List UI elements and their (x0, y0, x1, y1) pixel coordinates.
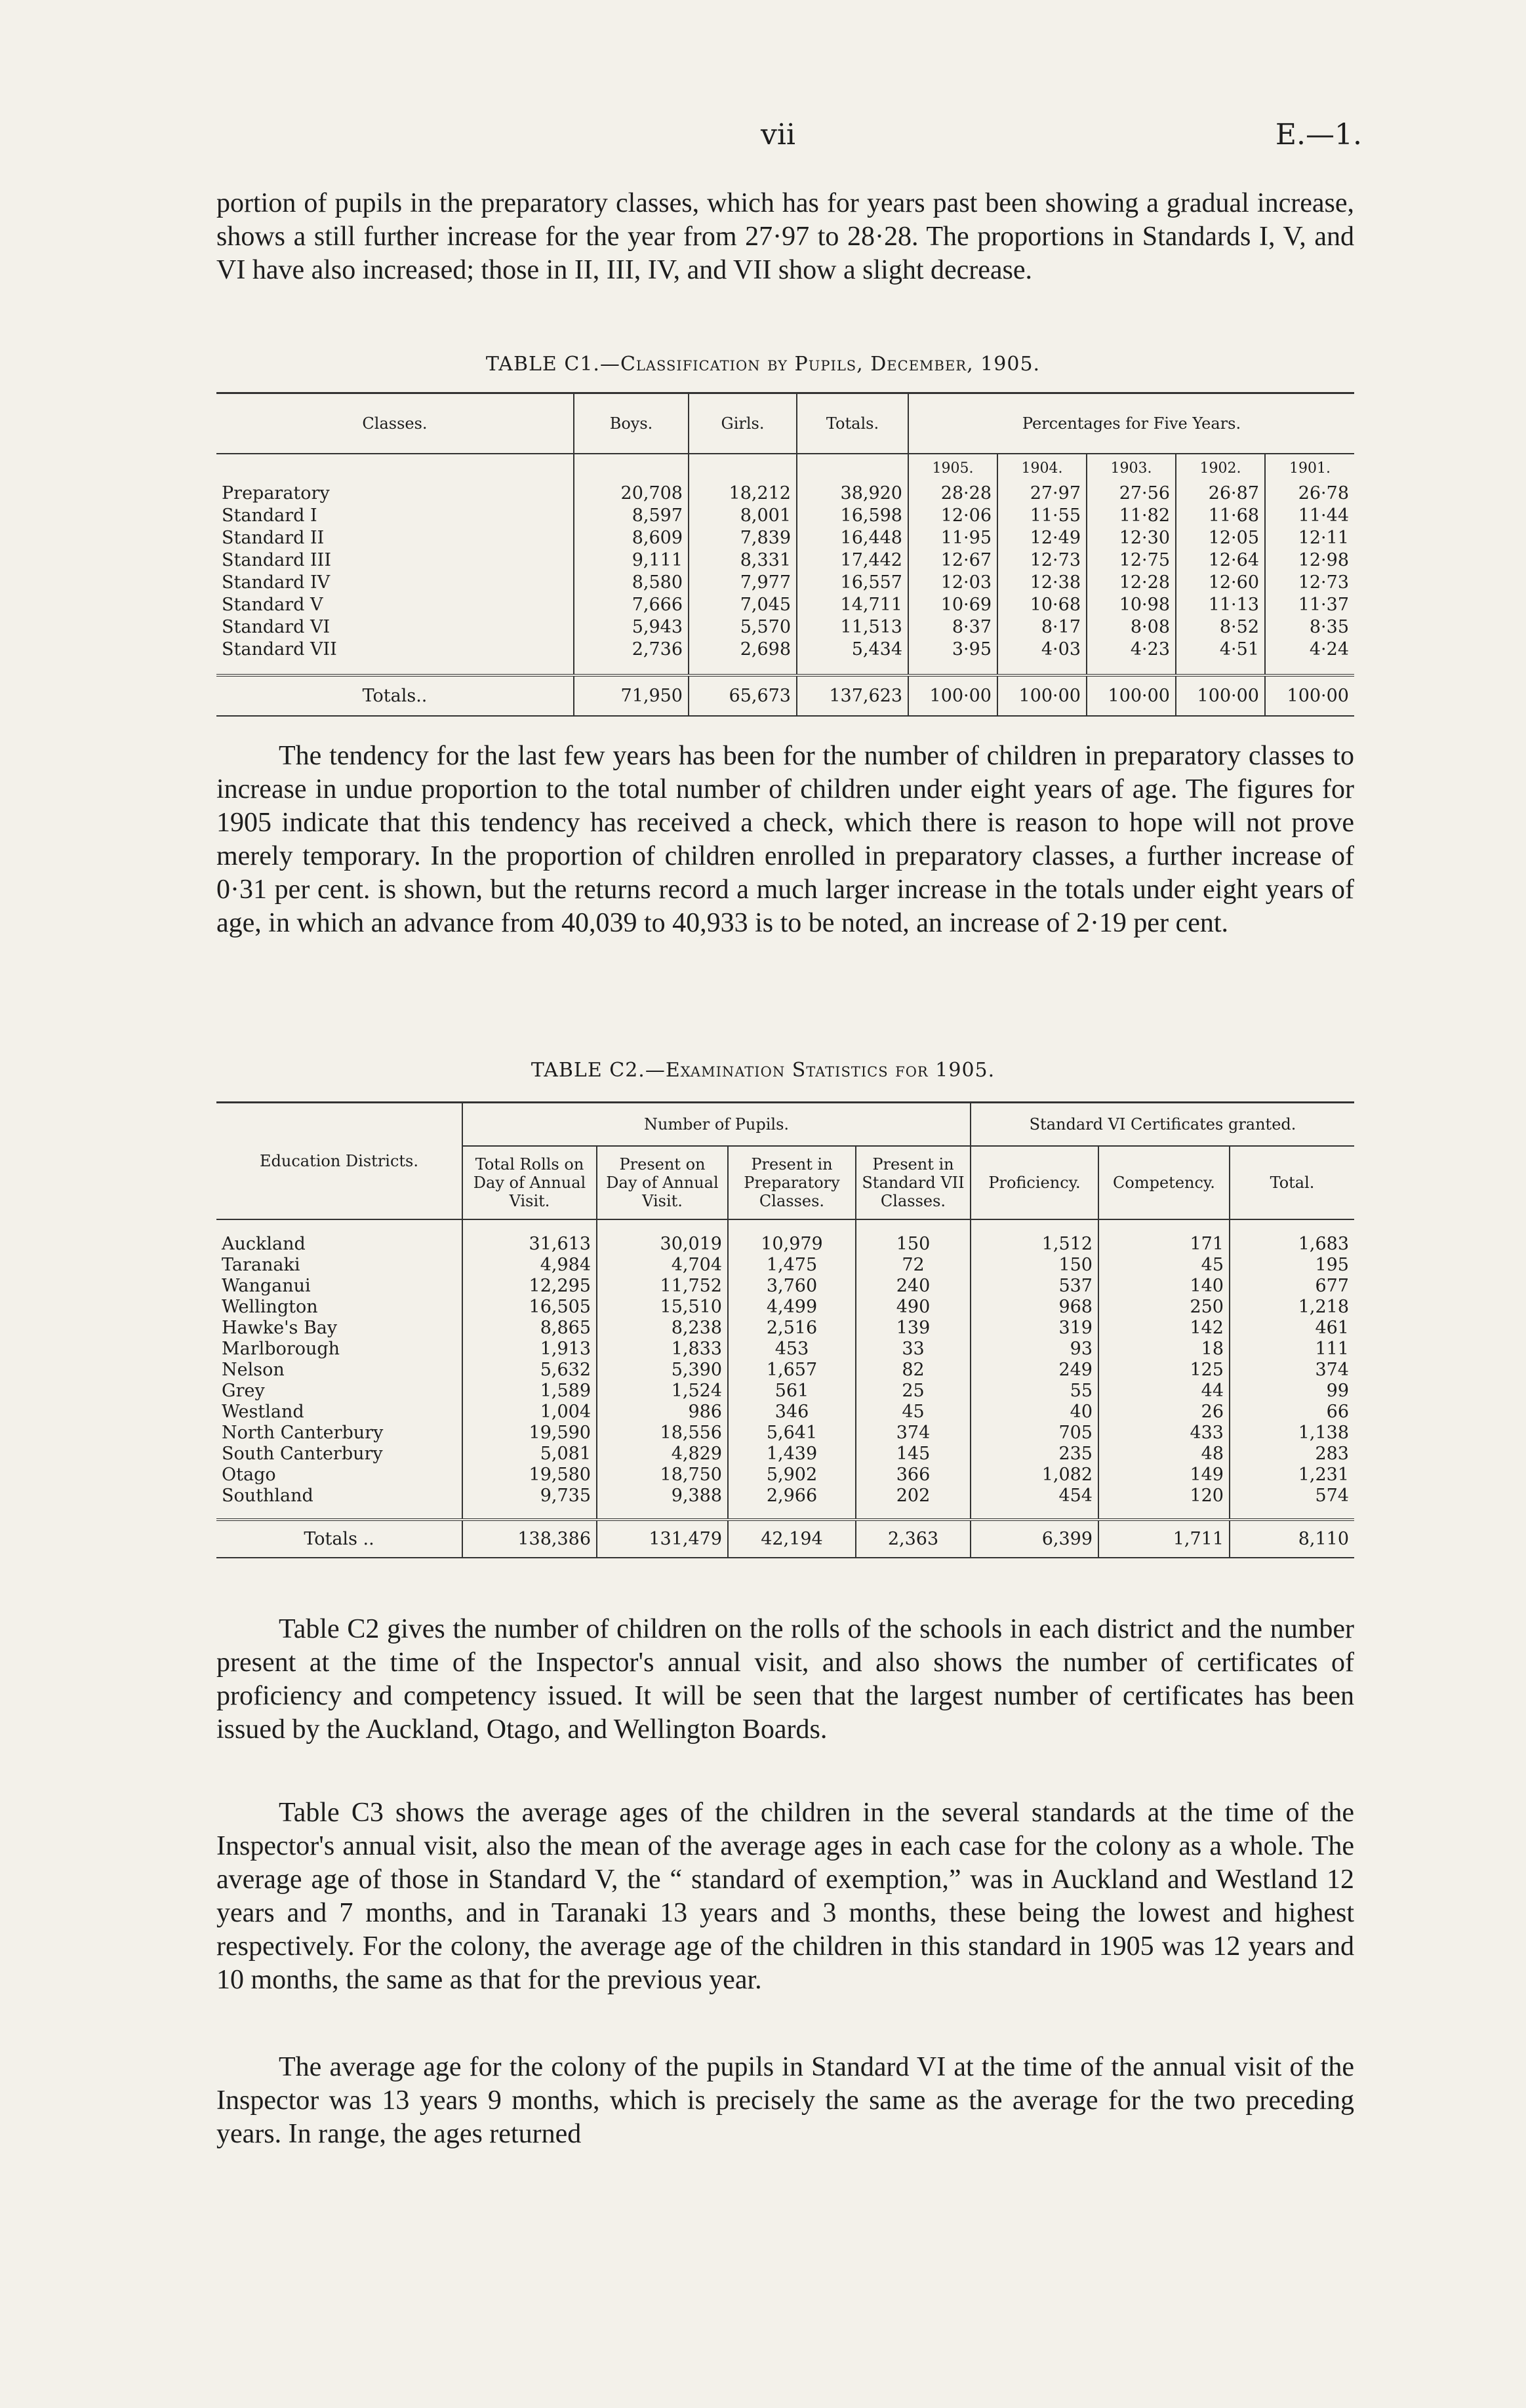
c2-cell-prof: 1,512 (971, 1234, 1098, 1255)
c1-cell-pct: 11·44 (1298, 505, 1349, 526)
c2-row-district: South Canterbury (216, 1444, 462, 1465)
c1-cell-girls: 7,977 (689, 572, 797, 594)
c1-cell-girls: 2,698 (689, 639, 797, 661)
c1-cell-pct: 8·17 (997, 616, 1087, 639)
c2-totals-prep: 42,194 (728, 1520, 856, 1558)
c2-row (216, 1465, 1354, 1486)
c2-totals-comp: 1,711 (1098, 1520, 1230, 1558)
c2-cell-rolls: 9,735 (462, 1486, 597, 1507)
c2-cell-prep: 346 (728, 1402, 856, 1423)
c2-cell-vii: 82 (856, 1360, 971, 1381)
c2-body (216, 1219, 1354, 1558)
c2-cell-present: 4,704 (597, 1255, 728, 1276)
c2-cell-comp: 433 (1098, 1423, 1230, 1444)
c2-cell-comp: 45 (1098, 1255, 1230, 1276)
c1-cell-pct: 12·30 (1087, 527, 1176, 549)
c2-cell-prep: 2,516 (728, 1318, 856, 1339)
c2-cell-comp: 44 (1098, 1381, 1230, 1402)
c1-cell-boys: 2,736 (574, 639, 689, 661)
c2-row (216, 1360, 1354, 1381)
c2-cell-total: 99 (1326, 1381, 1349, 1401)
c1-header-boys: Boys. (574, 393, 689, 454)
c1-spacer-cell (689, 661, 797, 675)
c1-spacer-cell (997, 661, 1087, 675)
c2-header-districts: Education Districts. (216, 1103, 462, 1219)
paragraph-5: The average age for the colony of the pupils in Standard VI at the time of the annual visit of the Inspector was 13 years 9 months, which is precisely the same as the average for the two preceding years. In range, the ages returned (216, 2052, 1354, 2149)
paragraph-3: Table C2 gives the number of children on the rolls of the schools in each district and the number present at the time of the Inspector's annual visit, and also shows the number of certificates of proficiency and competency issued. It will be seen that the largest number of certificates has been issued by the Auckland, Otago, and Wellington Boards. (216, 1614, 1354, 1745)
paragraph-4: Table C3 shows the average ages of the children in the several standards at the time of the Inspector's annual visit, also the mean of the average ages in each case for the colony as a whole. The average age of those in Standard V, the “ standard of exemption,” was in Auckland and Westland 12 years and 7 months, and in Taranaki 13 years and 3 months, these being the lowest and highest respectively. For the colony, the average age of the children in this standard in 1905 was 12 years and 10 months, the same as that for the previous year. (216, 1798, 1354, 1995)
c1-year: 1902. (1176, 454, 1265, 483)
c2-spacer-cell (462, 1507, 597, 1520)
c2-spacer-cell (1098, 1507, 1230, 1520)
c1-cell-girls: 7,045 (689, 594, 797, 616)
c2-cell-comp: 48 (1098, 1444, 1230, 1465)
c1-cell-pct: 4·51 (1176, 639, 1265, 661)
c1-cell-totals: 16,598 (797, 505, 908, 527)
c2-totals-vii: 2,363 (856, 1520, 971, 1558)
c1-totals-pct: 100·00 (1087, 675, 1176, 716)
c1-cell-boys: 9,111 (574, 549, 689, 572)
c1-cell-totals: 16,448 (797, 527, 908, 549)
c2-cell-prep: 4,499 (728, 1297, 856, 1318)
c2-cell-rolls: 12,295 (462, 1276, 597, 1297)
c2-cell-rolls: 5,632 (462, 1360, 597, 1381)
c1-spacer-cell (1087, 661, 1176, 675)
c1-cell-pct: 12·60 (1176, 572, 1265, 594)
c1-header-girls: Girls. (689, 393, 797, 454)
c1-cell-pct: 12·06 (908, 505, 997, 527)
c2-row (216, 1423, 1354, 1444)
c1-row (216, 572, 1354, 594)
c2-cell-prep: 561 (728, 1381, 856, 1402)
c1-spacer-cell (216, 661, 574, 675)
c2-cell-total: 461 (1315, 1318, 1349, 1338)
table-c1 (216, 392, 1354, 717)
page-header (0, 118, 1526, 157)
c2-cell-comp: 149 (1098, 1465, 1230, 1486)
c2-spacer-cell (597, 1507, 728, 1520)
c2-cell-total: 1,218 (1298, 1297, 1349, 1317)
c2-cell-rolls: 5,081 (462, 1444, 597, 1465)
c2-header-present-visit: Present on Day of Annual Visit. (597, 1146, 728, 1219)
c2-cell-prep: 1,657 (728, 1360, 856, 1381)
c1-year: 1903. (1087, 454, 1176, 483)
c2-totals-present: 131,479 (597, 1520, 728, 1558)
c2-cell-prof: 968 (971, 1297, 1098, 1318)
paragraph-1: portion of pupils in the preparatory classes, which has for years past been showing a gradual increase, shows a still further increase for the year from 27·97 to 28·28. The proportions in Standards I, V, and VI have also increased; those in II, III, IV, and VII show a slight decrease. (216, 188, 1354, 285)
c1-row (216, 639, 1354, 661)
c1-cell-boys: 7,666 (574, 594, 689, 616)
c2-row-district: Wanganui (216, 1276, 462, 1297)
c2-row (216, 1444, 1354, 1465)
c1-cell-girls: 5,570 (689, 616, 797, 639)
c1-cell-pct: 12·38 (997, 572, 1087, 594)
c1-row-label: Standard II (216, 527, 574, 549)
c1-cell-boys: 5,943 (574, 616, 689, 639)
c2-row-district: Otago (216, 1465, 462, 1486)
c1-totals-boys: 71,950 (574, 675, 689, 716)
c1-row-label: Standard IV (216, 572, 574, 594)
c2-totals-label: Totals .. (216, 1520, 462, 1558)
c1-totals-pct: 100·00 (908, 675, 997, 716)
c2-row (216, 1234, 1354, 1255)
table-c2-title-prefix: TABLE C2.— (531, 1059, 666, 1082)
c1-cell-pct: 8·52 (1176, 616, 1265, 639)
c1-row (216, 616, 1354, 639)
c2-cell-prep: 453 (728, 1339, 856, 1360)
c1-totals-label: Totals.. (216, 675, 574, 716)
c1-cell-girls: 8,331 (689, 549, 797, 572)
c2-cell-rolls: 1,589 (462, 1381, 597, 1402)
c2-cell-prof: 93 (971, 1339, 1098, 1360)
c1-cell-girls: 18,212 (689, 483, 797, 505)
c2-cell-total: 66 (1326, 1402, 1349, 1422)
c1-cell-pct: 11·68 (1176, 505, 1265, 527)
c2-cell-rolls: 4,984 (462, 1255, 597, 1276)
c2-totals-prof: 6,399 (971, 1520, 1098, 1558)
c1-row-label: Standard VI (216, 616, 574, 639)
c2-cell-prep: 5,902 (728, 1465, 856, 1486)
c2-cell-rolls: 16,505 (462, 1297, 597, 1318)
c1-year: 1901. (1289, 460, 1331, 477)
c1-cell-pct: 27·97 (997, 483, 1087, 505)
c1-spacer-cell (908, 661, 997, 675)
c1-totals-pct: 100·00 (1287, 685, 1349, 706)
c2-cell-prof: 235 (971, 1444, 1098, 1465)
c1-cell-totals: 5,434 (797, 639, 908, 661)
c1-cell-pct: 12·98 (1298, 550, 1349, 570)
c2-totals-rolls: 138,386 (462, 1520, 597, 1558)
c2-cell-prof: 55 (971, 1381, 1098, 1402)
c1-cell-totals: 11,513 (797, 616, 908, 639)
c2-row-district: North Canterbury (216, 1423, 462, 1444)
c2-spacer-cell (728, 1507, 856, 1520)
c1-cell-boys: 8,597 (574, 505, 689, 527)
c2-cell-prof: 537 (971, 1276, 1098, 1297)
c2-cell-vii: 25 (856, 1381, 971, 1402)
c1-cell-pct: 10·98 (1087, 594, 1176, 616)
table-c2 (216, 1101, 1354, 1558)
c2-row (216, 1297, 1354, 1318)
c2-cell-prep: 10,979 (728, 1234, 856, 1255)
c1-cell-totals: 14,711 (797, 594, 908, 616)
c2-cell-vii: 72 (856, 1255, 971, 1276)
c2-row (216, 1339, 1354, 1360)
c1-cell-pct: 3·95 (908, 639, 997, 661)
c1-row (216, 594, 1354, 616)
c1-cell-pct: 12·73 (1298, 572, 1349, 593)
c2-cell-vii: 150 (856, 1234, 971, 1255)
c2-cell-prep: 3,760 (728, 1276, 856, 1297)
c2-cell-present: 4,829 (597, 1444, 728, 1465)
c2-cell-total: 1,683 (1298, 1234, 1349, 1254)
c2-cell-comp: 171 (1098, 1234, 1230, 1255)
c2-cell-present: 18,750 (597, 1465, 728, 1486)
c1-row-label: Standard V (216, 594, 574, 616)
c1-totals-girls: 65,673 (689, 675, 797, 716)
c2-cell-rolls: 8,865 (462, 1318, 597, 1339)
c1-header-classes: Classes. (216, 393, 574, 454)
c2-cell-comp: 250 (1098, 1297, 1230, 1318)
c2-cell-vii: 202 (856, 1486, 971, 1507)
c1-cell-pct: 11·95 (908, 527, 997, 549)
c2-spacer-cell (1230, 1507, 1354, 1520)
c2-cell-prof: 1,082 (971, 1465, 1098, 1486)
c1-spacer-cell (797, 661, 908, 675)
c2-cell-prof: 249 (971, 1360, 1098, 1381)
c2-totals-row (216, 1520, 1354, 1558)
c2-cell-present: 9,388 (597, 1486, 728, 1507)
c2-header-certificates: Standard VI Certificates granted. (971, 1103, 1354, 1146)
document-code: E.—1. (1275, 118, 1362, 151)
c1-row-label: Standard I (216, 505, 574, 527)
c2-header-proficiency: Proficiency. (971, 1146, 1098, 1219)
c1-cell-pct: 12·11 (1298, 528, 1349, 548)
c2-header-total: Total. (1270, 1173, 1315, 1192)
c1-row-label: Standard VII (216, 639, 574, 661)
c2-totals-total: 8,110 (1298, 1528, 1349, 1549)
c2-header-present-prep: Present in Preparatory Classes. (728, 1146, 856, 1219)
c2-cell-vii: 139 (856, 1318, 971, 1339)
c1-cell-totals: 38,920 (797, 483, 908, 505)
c2-cell-comp: 26 (1098, 1402, 1230, 1423)
c1-spacer-cell (1176, 661, 1265, 675)
c2-row-district: Grey (216, 1381, 462, 1402)
c2-cell-present: 30,019 (597, 1234, 728, 1255)
c2-row-district: Marlborough (216, 1339, 462, 1360)
c2-cell-rolls: 19,580 (462, 1465, 597, 1486)
c2-cell-vii: 366 (856, 1465, 971, 1486)
c1-cell-pct: 12·67 (908, 549, 997, 572)
c2-header-total-rolls: Total Rolls on Day of Annual Visit. (462, 1146, 597, 1219)
c2-cell-present: 15,510 (597, 1297, 728, 1318)
c2-cell-total: 1,138 (1298, 1423, 1349, 1443)
table-c1-title-rest: Classification by Pupils, December, 1905. (620, 353, 1041, 376)
c2-cell-prof: 705 (971, 1423, 1098, 1444)
c2-cell-prep: 1,439 (728, 1444, 856, 1465)
c2-row-district: Hawke's Bay (216, 1318, 462, 1339)
c2-row (216, 1255, 1354, 1276)
c1-header-totals: Totals. (797, 393, 908, 454)
c2-cell-prep: 2,966 (728, 1486, 856, 1507)
c2-row-district: Nelson (216, 1360, 462, 1381)
c1-cell-pct: 4·24 (1309, 639, 1349, 660)
c1-totals-pct: 100·00 (997, 675, 1087, 716)
c1-years-row (216, 454, 1354, 483)
c1-cell-pct: 12·64 (1176, 549, 1265, 572)
c2-cell-total: 283 (1315, 1444, 1349, 1464)
c2-header-competency: Competency. (1098, 1146, 1230, 1219)
c1-cell-pct: 10·68 (997, 594, 1087, 616)
c2-spacer-cell (216, 1507, 462, 1520)
c2-cell-present: 18,556 (597, 1423, 728, 1444)
c1-cell-pct: 12·03 (908, 572, 997, 594)
c1-cell-pct: 11·13 (1176, 594, 1265, 616)
c2-row-district: Taranaki (216, 1255, 462, 1276)
c1-cell-totals: 16,557 (797, 572, 908, 594)
c1-cell-totals: 17,442 (797, 549, 908, 572)
c2-cell-rolls: 1,913 (462, 1339, 597, 1360)
c1-cell-pct: 10·69 (908, 594, 997, 616)
c2-cell-comp: 120 (1098, 1486, 1230, 1507)
c2-cell-total: 677 (1315, 1276, 1349, 1296)
c2-row-district: Wellington (216, 1297, 462, 1318)
c2-cell-comp: 142 (1098, 1318, 1230, 1339)
c1-cell-pct: 11·55 (997, 505, 1087, 527)
c2-cell-present: 1,524 (597, 1381, 728, 1402)
c2-cell-rolls: 31,613 (462, 1234, 597, 1255)
c1-cell-boys: 8,609 (574, 527, 689, 549)
c1-cell-pct: 26·78 (1298, 483, 1349, 503)
c2-cell-total: 574 (1315, 1486, 1349, 1506)
c2-spacer-cell (856, 1507, 971, 1520)
c2-cell-present: 11,752 (597, 1276, 728, 1297)
c1-header-percentages: Percentages for Five Years. (1022, 414, 1241, 433)
c1-cell-pct: 4·23 (1087, 639, 1176, 661)
c1-cell-pct: 12·05 (1176, 527, 1265, 549)
c2-cell-prep: 5,641 (728, 1423, 856, 1444)
c1-spacer-cell (574, 661, 689, 675)
c1-row-label: Standard III (216, 549, 574, 572)
table-c2-title (0, 1059, 1526, 1082)
c1-totals-totals: 137,623 (797, 675, 908, 716)
c1-cell-pct: 27·56 (1087, 483, 1176, 505)
c2-cell-vii: 45 (856, 1402, 971, 1423)
c1-cell-pct: 12·49 (997, 527, 1087, 549)
c2-cell-present: 8,238 (597, 1318, 728, 1339)
c1-row (216, 549, 1354, 572)
c2-row (216, 1486, 1354, 1507)
c1-row (216, 527, 1354, 549)
c1-cell-boys: 8,580 (574, 572, 689, 594)
c2-row (216, 1381, 1354, 1402)
c1-row-label: Preparatory (216, 483, 574, 505)
c2-cell-total: 195 (1315, 1255, 1349, 1275)
c2-cell-comp: 140 (1098, 1276, 1230, 1297)
c2-spacer-cell (971, 1507, 1098, 1520)
c2-cell-prof: 319 (971, 1318, 1098, 1339)
c2-row (216, 1402, 1354, 1423)
c2-row-district: Auckland (216, 1234, 462, 1255)
c2-cell-comp: 18 (1098, 1339, 1230, 1360)
c2-row-district: Westland (216, 1402, 462, 1423)
c1-cell-pct: 28·28 (908, 483, 997, 505)
c2-cell-present: 1,833 (597, 1339, 728, 1360)
c1-cell-girls: 8,001 (689, 505, 797, 527)
table-c1-title (0, 353, 1526, 376)
page-number: vii (761, 118, 796, 151)
c2-cell-vii: 374 (856, 1423, 971, 1444)
c1-cell-pct: 4·03 (997, 639, 1087, 661)
c1-row (216, 505, 1354, 527)
c2-cell-prof: 40 (971, 1402, 1098, 1423)
paragraph-2: The tendency for the last few years has been for the number of children in preparatory classes to increase in undue proportion to the total number of children under eight years of age. The figures for 1905 indicate that this tendency has received a check, which there is reason to hope will not prove merely temporary. In the proportion of children enrolled in preparatory classes, a further increase of 0·31 per cent. is shown, but the returns record a much larger increase in the totals under eight years of age, in which an advance from 40,039 to 40,933 is to be noted, an increase of 2·19 per cent. (216, 741, 1354, 938)
c2-cell-rolls: 19,590 (462, 1423, 597, 1444)
table-c1-title-prefix: TABLE C1.— (485, 353, 620, 376)
c2-header-number-of-pupils: Number of Pupils. (462, 1103, 971, 1146)
c1-spacer-row (216, 661, 1354, 675)
c1-cell-girls: 7,839 (689, 527, 797, 549)
c1-year: 1904. (997, 454, 1087, 483)
c2-cell-total: 111 (1315, 1339, 1349, 1359)
c2-cell-vii: 145 (856, 1444, 971, 1465)
c2-cell-present: 5,390 (597, 1360, 728, 1381)
c2-cell-vii: 240 (856, 1276, 971, 1297)
c2-cell-total: 1,231 (1298, 1465, 1349, 1485)
c1-cell-pct: 8·08 (1087, 616, 1176, 639)
c1-spacer-cell (1265, 661, 1354, 675)
c2-cell-total: 374 (1315, 1360, 1349, 1380)
c1-cell-pct: 12·73 (997, 549, 1087, 572)
table-c2-title-rest: Examination Statistics for 1905. (665, 1059, 995, 1082)
c1-cell-pct: 12·75 (1087, 549, 1176, 572)
c1-cell-pct: 11·37 (1298, 595, 1349, 615)
c1-cell-pct: 12·28 (1087, 572, 1176, 594)
c1-body (216, 454, 1354, 716)
c1-cell-pct: 26·87 (1176, 483, 1265, 505)
c1-totals-pct: 100·00 (1176, 675, 1265, 716)
c2-cell-present: 986 (597, 1402, 728, 1423)
c2-row-district: Southland (216, 1486, 462, 1507)
c2-cell-vii: 490 (856, 1297, 971, 1318)
c2-cell-prof: 454 (971, 1486, 1098, 1507)
c2-cell-rolls: 1,004 (462, 1402, 597, 1423)
c2-cell-prof: 150 (971, 1255, 1098, 1276)
c1-cell-pct: 8·37 (908, 616, 997, 639)
c2-row (216, 1318, 1354, 1339)
c2-row (216, 1276, 1354, 1297)
c1-row (216, 483, 1354, 505)
c2-cell-comp: 125 (1098, 1360, 1230, 1381)
c2-spacer-row (216, 1507, 1354, 1520)
c1-year: 1905. (908, 454, 997, 483)
c1-cell-boys: 20,708 (574, 483, 689, 505)
c2-cell-prep: 1,475 (728, 1255, 856, 1276)
c1-cell-pct: 11·82 (1087, 505, 1176, 527)
c1-totals-row (216, 675, 1354, 716)
c2-header-present-vii: Present in Standard VII Classes. (856, 1146, 971, 1219)
c1-cell-pct: 8·35 (1309, 617, 1349, 637)
c2-cell-vii: 33 (856, 1339, 971, 1360)
